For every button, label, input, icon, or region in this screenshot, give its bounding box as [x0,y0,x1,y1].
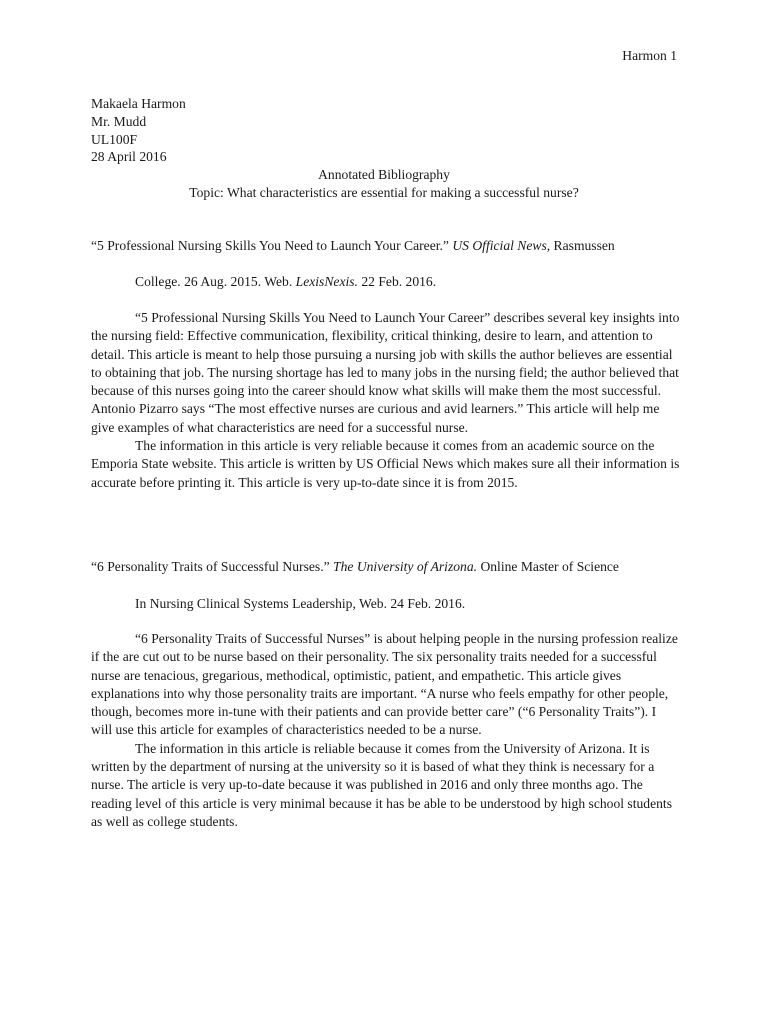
annotation-2 [91,630,680,831]
annotation-2-evaluation: The information in this article is reliable because it comes from the University of Arizona. It is written by the department of nursing at the university so it is based of what they think is necessary for a nurse. The article is very up-to-date because it was published in 2016 and only three months ago. The reading level of this article is very minimal because it has be able to be understood by high school students as well as college students. [91,740,672,829]
document-topic: Topic: What characteristics are essential for making a successful nurse? [189,185,579,200]
citation-1-line-1 [91,237,615,255]
annotation-1 [91,309,680,492]
running-head: Harmon 1 [622,48,677,63]
citation-1-details: College. 26 Aug. 2015. Web. [135,274,293,289]
citation-1-publication: US Official News [452,238,547,253]
document-title: Annotated Bibliography [318,167,450,182]
citation-2-details: In Nursing Clinical Systems Leadership, Web. 24 Feb. 2016. [135,596,466,611]
citation-1-access-date: 22 Feb. 2016. [361,274,437,289]
citation-1-publisher: , Rasmussen [546,238,615,253]
citation-2-title: “6 Personality Traits of Successful Nurses.” [91,559,330,574]
annotation-2-summary: “6 Personality Traits of Successful Nurses” is about helping people in the nursing profession realize if the are cut out to be nurse based on their personality. The six personality traits needed for a successful nurse are tenacious, gregarious, methodical, optimistic, patient, and empathetic. This article gives explanations into why those personality traits are important. “A nurse who feels empathy for other people, though, becomes more in-tune with their patients and can provide better care” (“6 Personality Traits”). I will use this article for examples of characteristics needed to be a nurse. [91,631,678,738]
instructor-name: Mr. Mudd [91,114,147,129]
citation-2-line-1 [91,558,619,576]
annotation-1-summary: “5 Professional Nursing Skills You Need to Launch Your Career” describes several key insights into the nursing field: Effective communication, flexibility, critical thinking, desire to learn, and attention to detail. This article is meant to help those pursuing a nursing job with skills the author believes are essential to obtaining that job. The nursing shortage has led to many jobs in the nursing field; the author believed that because of this nurses going into the career should know what skills will make them the most successful. Antonio Pizarro says “The most effective nurses are curious and avid learners.” This article will help me give examples of what characteristics are need for a successful nurse. [91,310,680,435]
citation-2-publication: The University of Arizona. [333,559,478,574]
citation-2-line-2 [135,595,465,613]
citation-1-line-2 [135,273,436,291]
citation-1-title: “5 Professional Nursing Skills You Need to Launch Your Career.” [91,238,449,253]
document-date: 28 April 2016 [91,149,167,164]
annotation-1-evaluation: The information in this article is very reliable because it comes from an academic source on the Emporia State website. This article is written by US Official News which makes sure all their information is accurate before printing it. This article is very up-to-date since it is from 2015. [91,438,680,490]
citation-1-database: LexisNexis. [295,274,358,289]
citation-2-program: Online Master of Science [480,559,619,574]
author-name: Makaela Harmon [91,96,186,111]
course-code: UL100F [91,132,138,147]
